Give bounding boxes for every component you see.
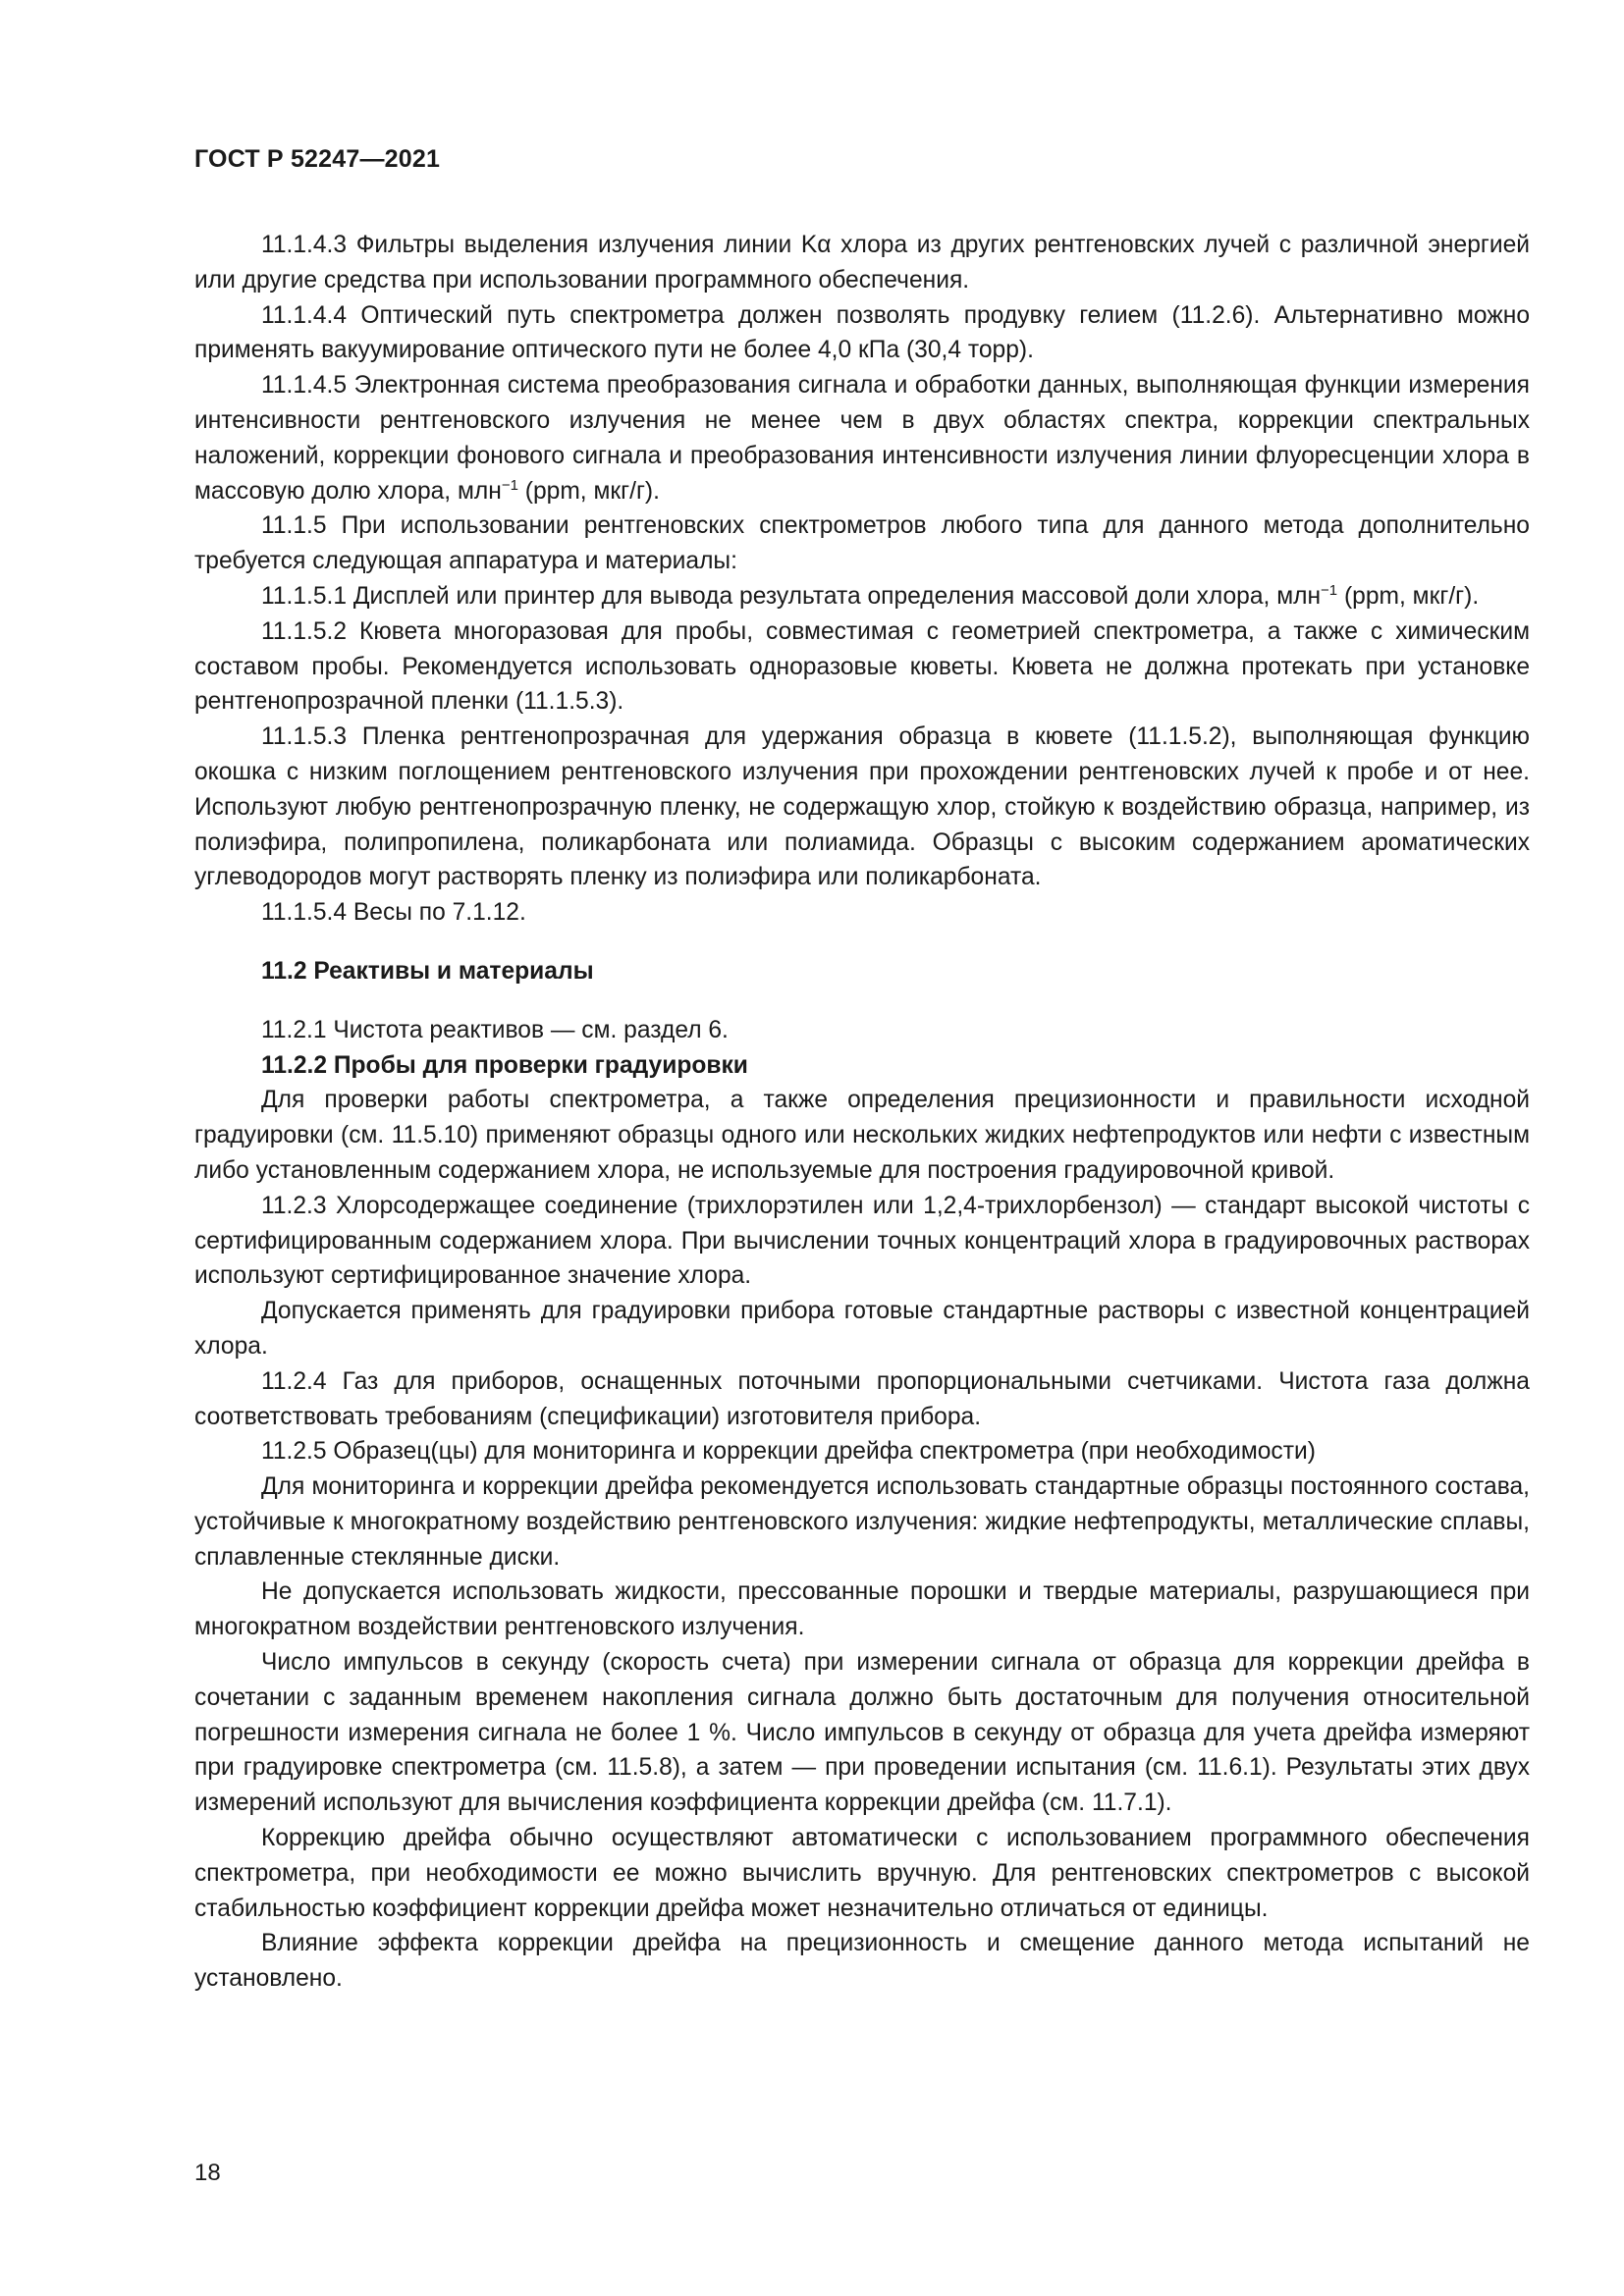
- paragraph-11-2-5-body-1: Для мониторинга и коррекции дрейфа рекомендуется использовать стандартные образцы постоянного состава, устойчивые к многократному воздействию рентгеновского излучения: жидкие нефтепродукты, металлические сплавы, сплавленные стеклянные диски.: [194, 1473, 1530, 1571]
- paragraph-11-1-5-2: 11.1.5.2 Кювета многоразовая для пробы, совместимая с геометрией спектрометра, а также с химическим составом пробы. Рекомендуется использовать одноразовые кюветы. Кювета не должна протекать при установке рентгенопрозрачной пленки (11.1.5.3).: [194, 617, 1530, 716]
- paragraph-text-tail: (ppm, мкг/г).: [517, 477, 660, 505]
- superscript: −1: [1321, 581, 1338, 599]
- paragraph-11-2-5-body-4: Коррекцию дрейфа обычно осуществляют автоматически с использованием программного обеспечения спектрометра, при необходимости ее можно вычислить вручную. Для рентгеновских спектрометров с высокой стабильностью коэффициент коррекции дрейфа может незначительно отличаться от единицы.: [194, 1825, 1530, 1922]
- subsection-heading-11-2-2: 11.2.2 Пробы для проверки градуировки: [261, 1051, 748, 1079]
- paragraph-11-2-5-body-3: Число импульсов в секунду (скорость счета) при измерении сигнала от образца для коррекции дрейфа в сочетании с заданным временем накопления сигнала должно быть достаточным для получения относительной погрешности измерения сигнала не более 1 %. Число импульсов в секунду от образца для учета дрейфа измеряют при градуировке спектрометра (см. 11.5.8), а затем — при проведении испытания (см. 11.6.1). Результаты этих двух измерений используют для вычисления коэффициента коррекции дрейфа (см. 11.7.1).: [194, 1649, 1530, 1817]
- document-header: ГОСТ Р 52247—2021: [194, 145, 441, 173]
- paragraph-11-1-5-3: 11.1.5.3 Пленка рентгенопрозрачная для удержания образца в кювете (11.1.5.2), выполняющая функцию окошка с низким поглощением рентгеновского излучения при прохождении рентгеновских лучей к пробе и от нее. Используют любую рентгенопрозрачную пленку, не содержащую хлор, стойкую к воздействию образца, например, из полиэфира, полипропилена, поликарбоната или полиамида. Образцы с высоким содержанием ароматических углеводородов могут растворять пленку из полиэфира или поликарбоната.: [194, 723, 1530, 891]
- paragraph-11-2-5: 11.2.5 Образец(цы) для мониторинга и коррекции дрейфа спектрометра (при необходимости): [261, 1438, 1316, 1466]
- paragraph-text: 11.1.5.1 Дисплей или принтер для вывода результата определения массовой доли хлора, млн: [261, 582, 1322, 610]
- paragraph-text-tail: (ppm, мкг/г).: [1337, 582, 1480, 610]
- paragraph-11-1-4-4: 11.1.4.4 Оптический путь спектрометра должен позволять продувку гелием (11.2.6). Альтернативно можно применять вакуумирование оптического пути не более 4,0 кПа (30,4 торр).: [194, 301, 1530, 364]
- paragraph-11-1-5: 11.1.5 При использовании рентгеновских спектрометров любого типа для данного метода дополнительно требуется следующая аппаратура и материалы:: [194, 512, 1530, 575]
- paragraph-11-1-4-3: 11.1.4.3 Фильтры выделения излучения линии Kα хлора из других рентгеновских лучей с различной энергией или другие средства при использовании программного обеспечения.: [194, 232, 1530, 294]
- superscript: −1: [501, 476, 518, 494]
- document-body: [194, 228, 1530, 1997]
- section-heading-11-2: 11.2 Реактивы и материалы: [261, 957, 594, 985]
- paragraph-11-1-4-5: [194, 368, 1530, 508]
- paragraph-11-2-5-body-2: Не допускается использовать жидкости, прессованные порошки и твердые материалы, разрушающиеся при многократном воздействии рентгеновского излучения.: [194, 1578, 1530, 1641]
- paragraph-text: 11.1.4.5 Электронная система преобразования сигнала и обработки данных, выполняющая функции измерения интенсивности рентгеновского излучения не менее чем в двух областях спектра, коррекции спектральных наложений, коррекции фонового сигнала и преобразования интенсивности излучения линии флуоресценции хлора в массовую долю хлора, млн: [194, 372, 1530, 505]
- paragraph-11-2-5-body-5: Влияние эффекта коррекции дрейфа на прецизионность и смещение данного метода испытаний не установлено.: [194, 1930, 1530, 1993]
- paragraph-11-2-1: 11.2.1 Чистота реактивов — см. раздел 6.: [261, 1016, 729, 1043]
- paragraph-11-2-3: 11.2.3 Хлорсодержащее соединение (трихлорэтилен или 1,2,4-трихлорбензол) — стандарт высокой чистоты с сертифицированным содержанием хлора. При вычислении точных концентраций хлора в градуировочных растворах используют сертифицированное значение хлора.: [194, 1192, 1530, 1290]
- paragraph-11-2-3-note: Допускается применять для градуировки прибора готовые стандартные растворы с известной концентрацией хлора.: [194, 1298, 1530, 1360]
- page-number: 18: [194, 2160, 221, 2186]
- paragraph-11-1-5-1: [194, 579, 1530, 614]
- paragraph-11-1-5-4: 11.1.5.4 Весы по 7.1.12.: [261, 899, 526, 927]
- paragraph-11-2-4: 11.2.4 Газ для приборов, оснащенных поточными пропорциональными счетчиками. Чистота газа должна соответствовать требованиям (спецификации) изготовителя прибора.: [194, 1367, 1530, 1430]
- paragraph-11-2-2-body: Для проверки работы спектрометра, а также определения прецизионности и правильности исходной градуировки (см. 11.5.10) применяют образцы одного или нескольких жидких нефтепродуктов или нефти с известным либо установленным содержанием хлора, не используемые для построения градуировочной кривой.: [194, 1087, 1530, 1184]
